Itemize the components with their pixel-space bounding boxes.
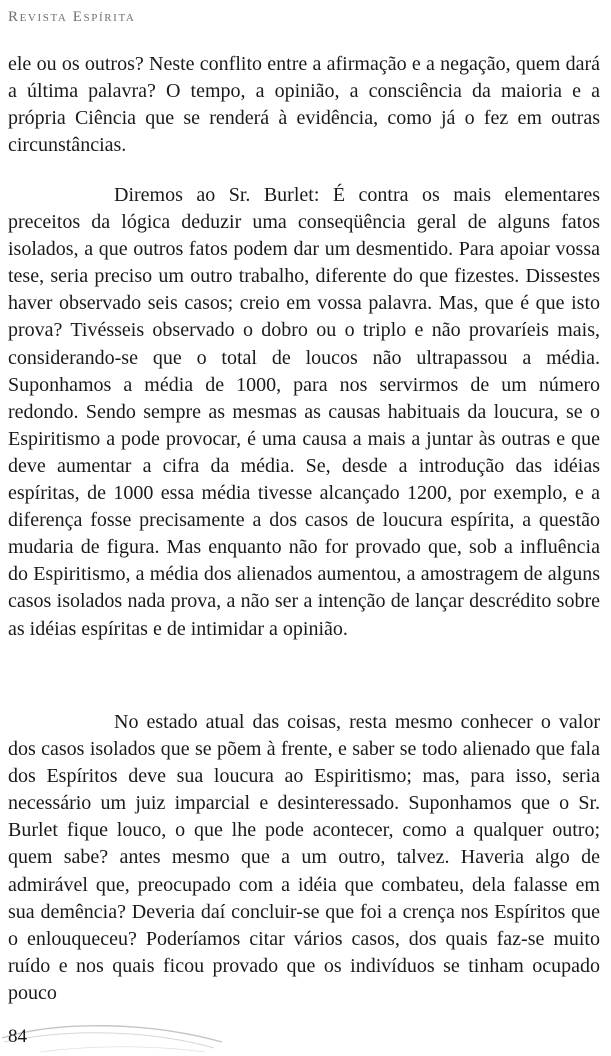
paragraph-burlet-reply: Diremos ao Sr. Burlet: É contra os mais elementares preceitos da lógica deduzir uma conseqüência geral de alguns fatos isolados, a que outros fatos podem dar um desmentido. Para apoiar vossa tese, seria preciso um outro trabalho, diferente do que fizestes. Dissestes haver observado seis casos; creio em vossa palavra. Mas, que é que isto prova? Tivésseis observado o dobro ou o triplo e não provaríeis mais, considerando-se que o total de loucos não ultrapassou a média. Suponhamos a média de 1000, para nos servirmos de um número redondo. Sendo sempre as mesmas as causas habituais da loucura, se o Espiritismo a pode provocar, é uma causa a mais a juntar às outras e que deve aumentar a cifra da média. Se, desde a introdução das idéias espíritas, de 1000 essa média tivesse alcançado 1200, por exemplo, e a diferença fosse precisamente a dos casos de loucura espírita, a questão mudaria de figura. Mas enquanto não for provado que, sob a influência do Espiritismo, a média dos alienados aumentou, a amostragem de alguns casos isolados nada prova, a não ser a intenção de lançar descrédito sobre as idéias espíritas e de intimidar a opinião. bbox=[8, 184, 600, 640]
page-swoosh-ornament bbox=[0, 1018, 230, 1056]
paragraph-current-state: No estado atual das coisas, resta mesmo conhecer o valor dos casos isolados que se põem à frente, e saber se todo alienado que fala dos Espíritos deve sua loucura ao Espiritismo; mas, para isso, seria necessário um juiz imparcial e desinteressado. Suponhamos que o Sr. Burlet fique louco, o que lhe pode acontecer, como a qualquer outro; quem sabe? antes mesmo que a um outro, talvez. Haveria algo de admirável que, preocupado com a idéia que combateu, dela falasse em sua demência? Deveria daí concluir-se que foi a crença nos Espíritos que o enlouqueceu? Poderíamos citar vários casos, dos quais faz-se muito ruído e nos quais ficou provado que os indivíduos se tinham ocupado pouco bbox=[8, 711, 600, 1004]
page-number: 84 bbox=[8, 1026, 27, 1047]
paragraph-continuation: ele ou os outros? Neste conflito entre a afirmação e a negação, quem dará a última palavra? O tempo, a opinião, a consciência da maioria e a própria Ciência que se renderá à evidência, como já o fez em outras circunstâncias. bbox=[8, 53, 600, 157]
running-header: Revista Espírita bbox=[8, 9, 136, 25]
